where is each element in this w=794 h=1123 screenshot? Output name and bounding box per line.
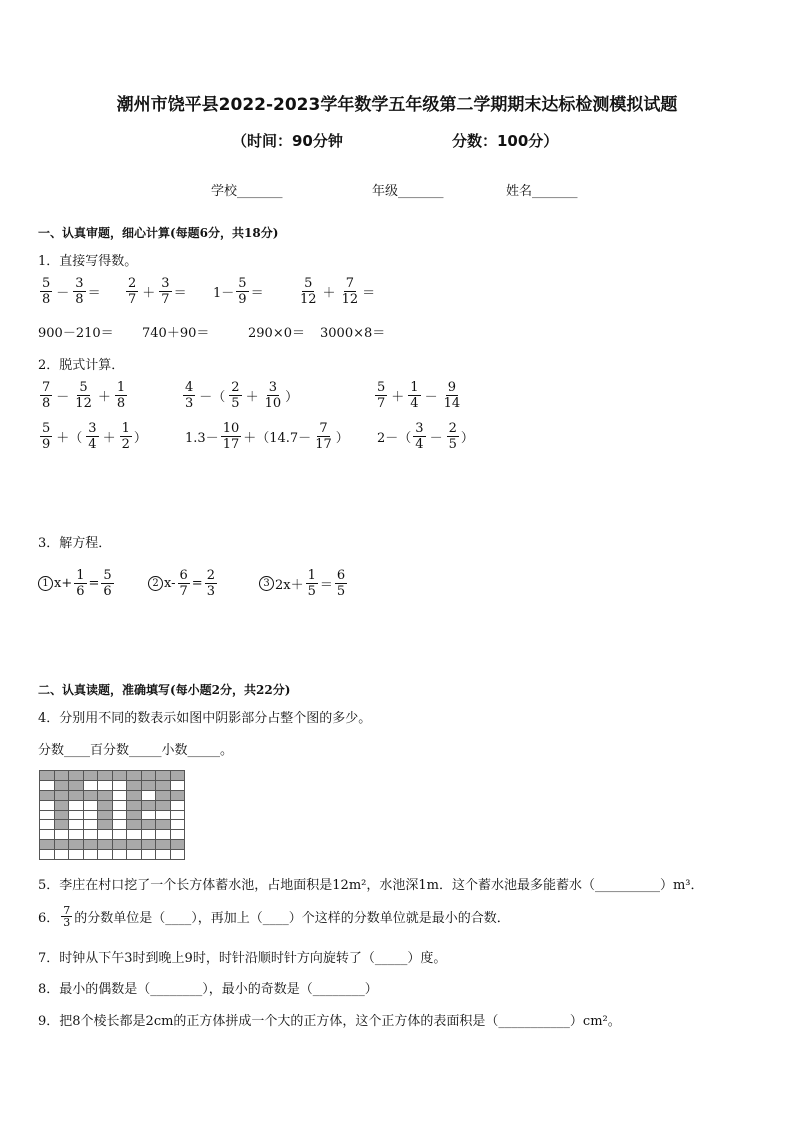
- grid-cell-shaded: [141, 780, 156, 790]
- grid-cell: [83, 830, 98, 840]
- grid-cell: [170, 800, 185, 810]
- question-4-blanks: 分数____百分数_____小数_____。: [38, 743, 234, 758]
- q1-expr-2: $\frac{2}{7}$ ＋ $\frac{3}{7}$ ＝: [128, 276, 187, 307]
- grid-cell: [127, 850, 142, 860]
- question-5: 5．李庄在村口挖了一个长方体蓄水池，占地面积是12m²，水池深1m．这个蓄水池最多能蓄水（__________）m³．: [38, 878, 704, 893]
- grid-cell: [83, 820, 98, 830]
- q1-expr-3: 1－ $\frac{5}{9}$ ＝: [213, 276, 264, 307]
- grid-cell-shaded: [156, 780, 171, 790]
- page-title: 潮州市饶平县2022-2023学年数学五年级第二学期期末达标检测模拟试题: [116, 95, 678, 115]
- grid-cell-shaded: [112, 840, 127, 850]
- q1-expr-6: 740＋90＝: [142, 326, 210, 341]
- grid-cell-shaded: [54, 771, 69, 781]
- q3-equation-3: 3 2x＋ $\frac{1}{5}$ ＝ $\frac{6}{5}$: [259, 568, 349, 599]
- q2-expr-4: $\frac{5}{9}$ ＋（ $\frac{3}{4}$ ＋ $\frac{1}{2}$ ）: [42, 421, 147, 452]
- section-1-heading: 一、认真审题，细心计算(每题6分，共18分): [38, 226, 279, 240]
- grid-cell: [127, 830, 142, 840]
- grid-cell-shaded: [170, 771, 185, 781]
- grid-cell: [40, 820, 55, 830]
- grid-cell-shaded: [40, 771, 55, 781]
- grid-cell-shaded: [141, 771, 156, 781]
- grid-cell: [40, 800, 55, 810]
- grid-cell-shaded: [98, 771, 113, 781]
- question-8: 8．最小的偶数是（________），最小的奇数是（________）: [38, 982, 378, 997]
- question-1-label: 1．直接写得数。: [38, 254, 138, 269]
- grid-cell-shaded: [98, 820, 113, 830]
- grid-cell: [40, 830, 55, 840]
- question-7: 7．时钟从下午3时到晚上9时，时针沿顺时针方向旋转了（_____）度。: [38, 951, 447, 966]
- grid-cell: [54, 830, 69, 840]
- grid-cell-shaded: [69, 780, 84, 790]
- grid-row: [40, 820, 185, 830]
- grid-row: [40, 830, 185, 840]
- grid-cell: [69, 820, 84, 830]
- grid-cell: [141, 850, 156, 860]
- grid-cell: [170, 780, 185, 790]
- grid-cell-shaded: [112, 771, 127, 781]
- grid-cell-shaded: [69, 840, 84, 850]
- q1-expr-4: $\frac{5}{12}$ ＋ $\frac{7}{12}$ ＝: [300, 276, 376, 307]
- q2-expr-5: 1.3－ $\frac{10}{17}$ ＋（14.7－ $\frac{7}{17}$ ）: [185, 421, 349, 452]
- q1-expr-5: 900－210＝: [38, 326, 114, 341]
- grid-cell-shaded: [54, 780, 69, 790]
- grid-cell: [69, 830, 84, 840]
- grid-cell-shaded: [156, 790, 171, 800]
- grid-cell-shaded: [98, 800, 113, 810]
- q2-expr-6: 2－（ $\frac{3}{4}$ － $\frac{2}{5}$ ）: [377, 421, 474, 452]
- grid-cell: [112, 790, 127, 800]
- section-2-heading: 二、认真读题，准确填写(每小题2分，共22分): [38, 683, 291, 697]
- grid-cell: [112, 810, 127, 820]
- question-9: 9．把8个棱长都是2cm的正方体拼成一个大的正方体，这个正方体的表面积是（___________）cm²。: [38, 1014, 621, 1029]
- grid-cell-shaded: [127, 780, 142, 790]
- grid-cell-shaded: [127, 771, 142, 781]
- grid-cell-shaded: [69, 771, 84, 781]
- grid-cell: [156, 830, 171, 840]
- grid-cell: [170, 830, 185, 840]
- grid-cell: [98, 850, 113, 860]
- grid-cell: [112, 850, 127, 860]
- exam-score: 分数：100分）: [452, 132, 559, 150]
- question-6: 6． $\frac{7}{3}$ 的分数单位是（____），再加上（____）个这样的分数单位就是最小的合数．: [38, 904, 510, 929]
- grid-cell: [40, 850, 55, 860]
- grid-row: [40, 800, 185, 810]
- grid-cell-shaded: [156, 820, 171, 830]
- school-field: 学校_______: [211, 184, 283, 199]
- grid-cell-shaded: [156, 800, 171, 810]
- grid-cell-shaded: [127, 810, 142, 820]
- grid-cell: [54, 850, 69, 860]
- grid-cell-shaded: [127, 790, 142, 800]
- grid-cell: [69, 810, 84, 820]
- grid-cell: [98, 780, 113, 790]
- q2-expr-3: $\frac{5}{7}$ ＋ $\frac{1}{4}$ － $\frac{9}{14}$: [377, 380, 461, 411]
- grid-cell-shaded: [141, 820, 156, 830]
- grid-cell: [69, 800, 84, 810]
- grid-row: [40, 850, 185, 860]
- q1-expr-1: $\frac{5}{8}$ － $\frac{3}{8}$ ＝: [42, 276, 101, 307]
- grid-cell-shaded: [98, 810, 113, 820]
- grid-cell-shaded: [54, 820, 69, 830]
- grid-cell-shaded: [69, 790, 84, 800]
- grid-cell: [40, 780, 55, 790]
- grid-cell: [83, 810, 98, 820]
- shaded-grid-figure: [39, 770, 185, 860]
- grid-cell-shaded: [156, 771, 171, 781]
- grid-cell-shaded: [127, 820, 142, 830]
- grid-cell: [112, 780, 127, 790]
- q1-expr-8: 3000×8＝: [320, 326, 386, 341]
- grid-cell: [112, 800, 127, 810]
- grid-cell-shaded: [83, 771, 98, 781]
- q1-expr-7: 290×0＝: [248, 326, 305, 341]
- grid-cell-shaded: [54, 840, 69, 850]
- grid-cell-shaded: [54, 800, 69, 810]
- grid-cell-shaded: [54, 810, 69, 820]
- grid-cell-shaded: [141, 840, 156, 850]
- question-3-label: 3．解方程．: [38, 536, 112, 551]
- grid-cell: [170, 810, 185, 820]
- grid-cell-shaded: [98, 790, 113, 800]
- grid-cell: [83, 850, 98, 860]
- grid-cell: [69, 850, 84, 860]
- grid-row: [40, 790, 185, 800]
- grid-cell-shaded: [98, 840, 113, 850]
- q3-equation-2: 2 x- $\frac{6}{7}$ = $\frac{2}{3}$: [148, 568, 219, 599]
- grid-cell-shaded: [156, 840, 171, 850]
- grid-cell-shaded: [40, 840, 55, 850]
- grid-cell-shaded: [170, 790, 185, 800]
- grid-cell-shaded: [54, 790, 69, 800]
- grid-cell-shaded: [127, 800, 142, 810]
- grid-cell: [170, 850, 185, 860]
- grid-cell: [141, 810, 156, 820]
- grid-cell-shaded: [83, 790, 98, 800]
- grid-cell: [170, 820, 185, 830]
- name-field: 姓名_______: [506, 184, 578, 199]
- grid-cell: [98, 830, 113, 840]
- grid-cell-shaded: [83, 840, 98, 850]
- grid-cell-shaded: [127, 840, 142, 850]
- grid-cell: [112, 820, 127, 830]
- grid-row: [40, 840, 185, 850]
- grid-row: [40, 780, 185, 790]
- grid-cell: [141, 790, 156, 800]
- question-2-label: 2．脱式计算．: [38, 358, 125, 373]
- question-4-label: 4．分别用不同的数表示如图中阴影部分占整个图的多少。: [38, 711, 372, 726]
- q2-expr-1: $\frac{7}{8}$ － $\frac{5}{12}$ ＋ $\frac{1}{8}$: [42, 380, 126, 411]
- grid-cell: [156, 850, 171, 860]
- grid-cell-shaded: [170, 840, 185, 850]
- grid-cell-shaded: [141, 800, 156, 810]
- grid-row: [40, 771, 185, 781]
- grid-row: [40, 810, 185, 820]
- grid-cell: [112, 830, 127, 840]
- grid-cell-shaded: [40, 790, 55, 800]
- grid-cell: [40, 810, 55, 820]
- grid-cell: [83, 800, 98, 810]
- q3-equation-1: 1 x+ $\frac{1}{6}$ = $\frac{5}{6}$: [38, 568, 116, 599]
- exam-time: （时间：90分钟: [232, 132, 343, 150]
- grid-cell: [141, 830, 156, 840]
- grid-cell: [156, 810, 171, 820]
- grid-cell: [83, 780, 98, 790]
- q2-expr-2: $\frac{4}{3}$ －（ $\frac{2}{5}$ ＋ $\frac{3}{10}$ ）: [185, 380, 299, 411]
- grade-field: 年级_______: [372, 184, 444, 199]
